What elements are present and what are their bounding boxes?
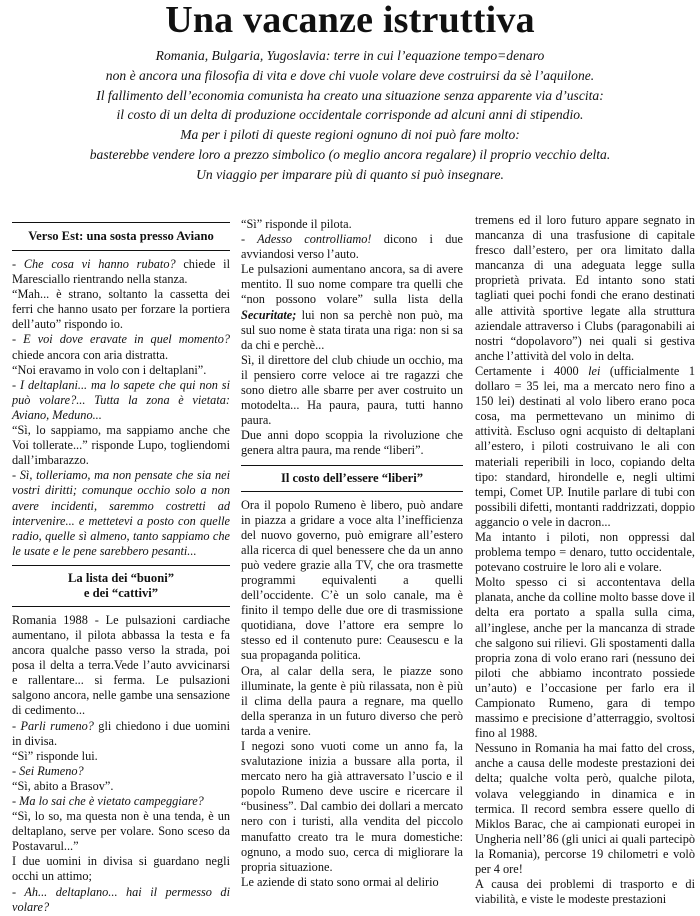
paragraph: - Parli rumeno? gli chiedono i due uomini in divisa. <box>12 718 230 748</box>
paragraph: - Che cosa vi hanno rubato? chiede il Maresciallo rientrando nella stanza. <box>12 257 230 287</box>
paragraph: - I deltaplani... ma lo sapete che qui non si può volare?... Tutta la zona è vietata: Aviano, Meduno... <box>12 377 230 422</box>
intro-line: Romania, Bulgaria, Yugoslavia: terre in cui l’equazione tempo=denaro <box>155 48 545 63</box>
intro-line: non è ancora una filosofia di vita e dove chi vuole volare deve costruirsi da sè l’aquilone. <box>105 67 595 83</box>
article-intro <box>20 46 680 185</box>
paragraph: Ma intanto i piloti, non oppressi dal problema tempo = denaro, tutto occidentale, potevano costruire le loro ali e volare. <box>475 529 695 575</box>
article-title: Una vacanze istruttiva <box>165 0 535 41</box>
paragraph: tremens ed il loro futuro appare segnato in mancanza di una trasfusione di capitale fresco dall’estero, per ora limitato dalla mancanza di una adeguata legge sulla proprietà privata. Ed intanto sono stati tagliati quei pochi fondi che erano destinati alle attività sportive legate alla struttura aziendale attraverso i Clubs (paragonabili ai nostri “dopolavoro”) nei quali si gestiva anche l’attività del volo in delta. <box>475 213 695 363</box>
paragraph: Certamente i 4000 lei (ufficialmente 1 dollaro = 35 lei, ma a mercato nero fino a 150 lei) destinati al volo libero erano poca cosa, ma permettevano un minimo di attività. Escluso ogni acquisto di deltaplani all’estero, i piloti costruivano le ali con materiali reperibili in loco, copiando delta tipo: standard, hirondelle e, negli ultimi tempi, Comet UP. Inutile parlare di tubi con possibili difetti, montanti raddrizzati, doppio aggancio o vele in dacron... <box>475 363 695 529</box>
paragraph: “Sì, lo so, ma questa non è una tenda, è un deltaplano, serve per volare. Sono sceso da Postavarul...” <box>12 809 230 854</box>
paragraph: - Sei Rumeno? <box>12 763 84 778</box>
paragraph: “Sì, lo sappiamo, ma sappiamo anche che Voi tollerate...” risponde Lupo, togliendomi dall’imbarazzo. <box>12 423 230 468</box>
paragraph: I negozi sono vuoti come un anno fa, la svalutazione inizia a bussare alla porta, il mercato nero ha già attraversato l’uscio e il popolo Rumeno deve uscire e ricercare il “business”. Dal cambio dei dollari a mercato nero con i turisti, alla vendita del piccolo manufatto creato tra le mura domestiche: ognuno, a modo suo, cerca di migliorare la propria situazione. <box>241 739 463 874</box>
column-2 <box>241 217 463 890</box>
intro-line: basterebbe vendere loro a prezzo simbolico (o meglio ancora regalare) il proprio vecchio delta. <box>89 146 611 162</box>
intro-line: Un viaggio per imparare più di quanto si può insegnare. <box>196 166 504 182</box>
paragraph: - E voi dove eravate in quel momento? chiede ancora con aria distratta. <box>12 332 230 362</box>
paragraph: Le pulsazioni aumentano ancora, sa di avere mentito. Il suo nome compare tra quelli che “non possono volare” sulla lista della Securitate; lui non sa perchè non può, ma sul suo nome è stata tirata una riga: non si sa da chi e perchè... <box>241 262 463 352</box>
column-1 <box>12 222 230 915</box>
paragraph: A causa dei problemi di trasporto e di viabilità, e viste le modeste prestazioni <box>475 877 695 907</box>
paragraph: - Ah... deltaplano... hai il permesso di volare? <box>12 884 230 914</box>
paragraph: Due anni dopo scoppia la rivoluzione che genera altra paura, ma rende “liberi”. <box>241 428 463 458</box>
paragraph: “Sì” risponde il pilota. <box>241 217 352 231</box>
paragraph: Le aziende di stato sono ormai al delirio <box>241 874 439 889</box>
paragraph: Sì, il direttore del club chiude un occhio, ma il pensiero corre veloce ai tre ragazzi che sono dietro alle sbarre per aver costruito un motodelta... Ha paura, paura, tutti hanno paura. <box>241 352 463 428</box>
column-3 <box>475 213 695 907</box>
section-heading-lista: La lista dei “buoni” e dei “cattivi” <box>12 565 230 607</box>
paragraph: Ora, al calar della sera, le piazze sono illuminate, la gente è più rilassata, non è più il clima della paura a regnare, ma quello della speranza in un futuro diverso che però tarda a venire. <box>241 663 463 738</box>
intro-line: Il fallimento dell’economia comunista ha creato una situazione senza apparente via d’uscita: <box>96 87 604 103</box>
intro-line: il costo di un delta di produzione occidentale corrisponde ad alcuni anni di stipendio. <box>116 107 584 123</box>
paragraph: Ora il popolo Rumeno è libero, può andare in piazza a gridare a voce alta l’inefficienza del nuovo governo, può emigrare all’estero alla ricerca di quel benessere che da un anno può vedere grazie alla TV, che ora trasmette programmi equivalenti a quelli dell’occidente. C’è un solo canale, ma è finito il tempo delle due ore di trasmissione quotidiana, dove l’attore era sempre lo stesso ed il contenuto pure: Ceausescu e la sua propaganda politica. <box>241 497 463 663</box>
paragraph: “Noi eravamo in volo con i deltaplani”. <box>12 362 207 377</box>
section-heading-costo: Il costo dell’essere “liberi” <box>241 465 463 492</box>
paragraph: - Adesso controlliamo! dicono i due avviandosi verso l’auto. <box>241 232 463 262</box>
paragraph: “Sì” risponde lui. <box>12 748 98 763</box>
paragraph: Molto spesso ci si accontentava della planata, anche da colline molto basse dove il delta era portato a spalla sulla cima, all’inglese, anche per la mancanza di strade che salgono sui rilievi. Gli spostamenti dalla propria zona di volo erano rari (nessuno dei piloti che abbiamo incontrato possiede un’auto) e l’occasione per farlo era il Campionato Rumeno, gara di tempo massimo e precisione d’atterraggio, svoltosi fino al 1988. <box>475 575 695 741</box>
section-heading-aviano: Verso Est: una sosta presso Aviano <box>12 222 230 251</box>
intro-line: Ma per i piloti di queste regioni ognuno di noi può fare molto: <box>180 127 520 143</box>
paragraph: Nessuno in Romania ha mai fatto del cross, anche a causa delle modeste prestazioni dei delta; qualche volta però, qualche pilota, volava veleggiando in dinamica e in termica. Il record sembra essere quello di Miklos Barac, che ai campionati europei in Ungheria nell’86 (gli unici ai quali partecipò la Romania), percorse 19 chilometri e volò per 4 ore! <box>475 741 695 877</box>
paragraph: Romania 1988 - Le pulsazioni cardiache aumentano, il pilota abbassa la testa e fa ancora qualche passo verso la strada, poi posa il delta a terra.Vede l’auto avvicinarsi e rallentare... si ferma. Le pulsazioni salgono ancora, nelle gambe una sensazione di cedimento... <box>12 612 230 718</box>
paragraph: I due uomini in divisa si guardano negli occhi un attimo; <box>12 854 230 884</box>
paragraph: “Sì, abito a Brasov”. <box>12 778 114 793</box>
paragraph: - Ma lo sai che è vietato campeggiare? <box>12 794 204 808</box>
paragraph: “Mah... è strano, soltanto la cassetta dei ferri che hanno usato per forzare la portiera dell’auto” rispondo io. <box>12 287 230 332</box>
paragraph: - Sì, tolleriamo, ma non pensate che sia nei vostri diritti; comunque occhio solo a non avere incidenti, saremmo costretti ad intervenire... e mettetevi a posto con quelle radio, quelle sì almeno, tanto sappiamo che le usate e le pene sarebbero pesanti... <box>12 468 230 558</box>
